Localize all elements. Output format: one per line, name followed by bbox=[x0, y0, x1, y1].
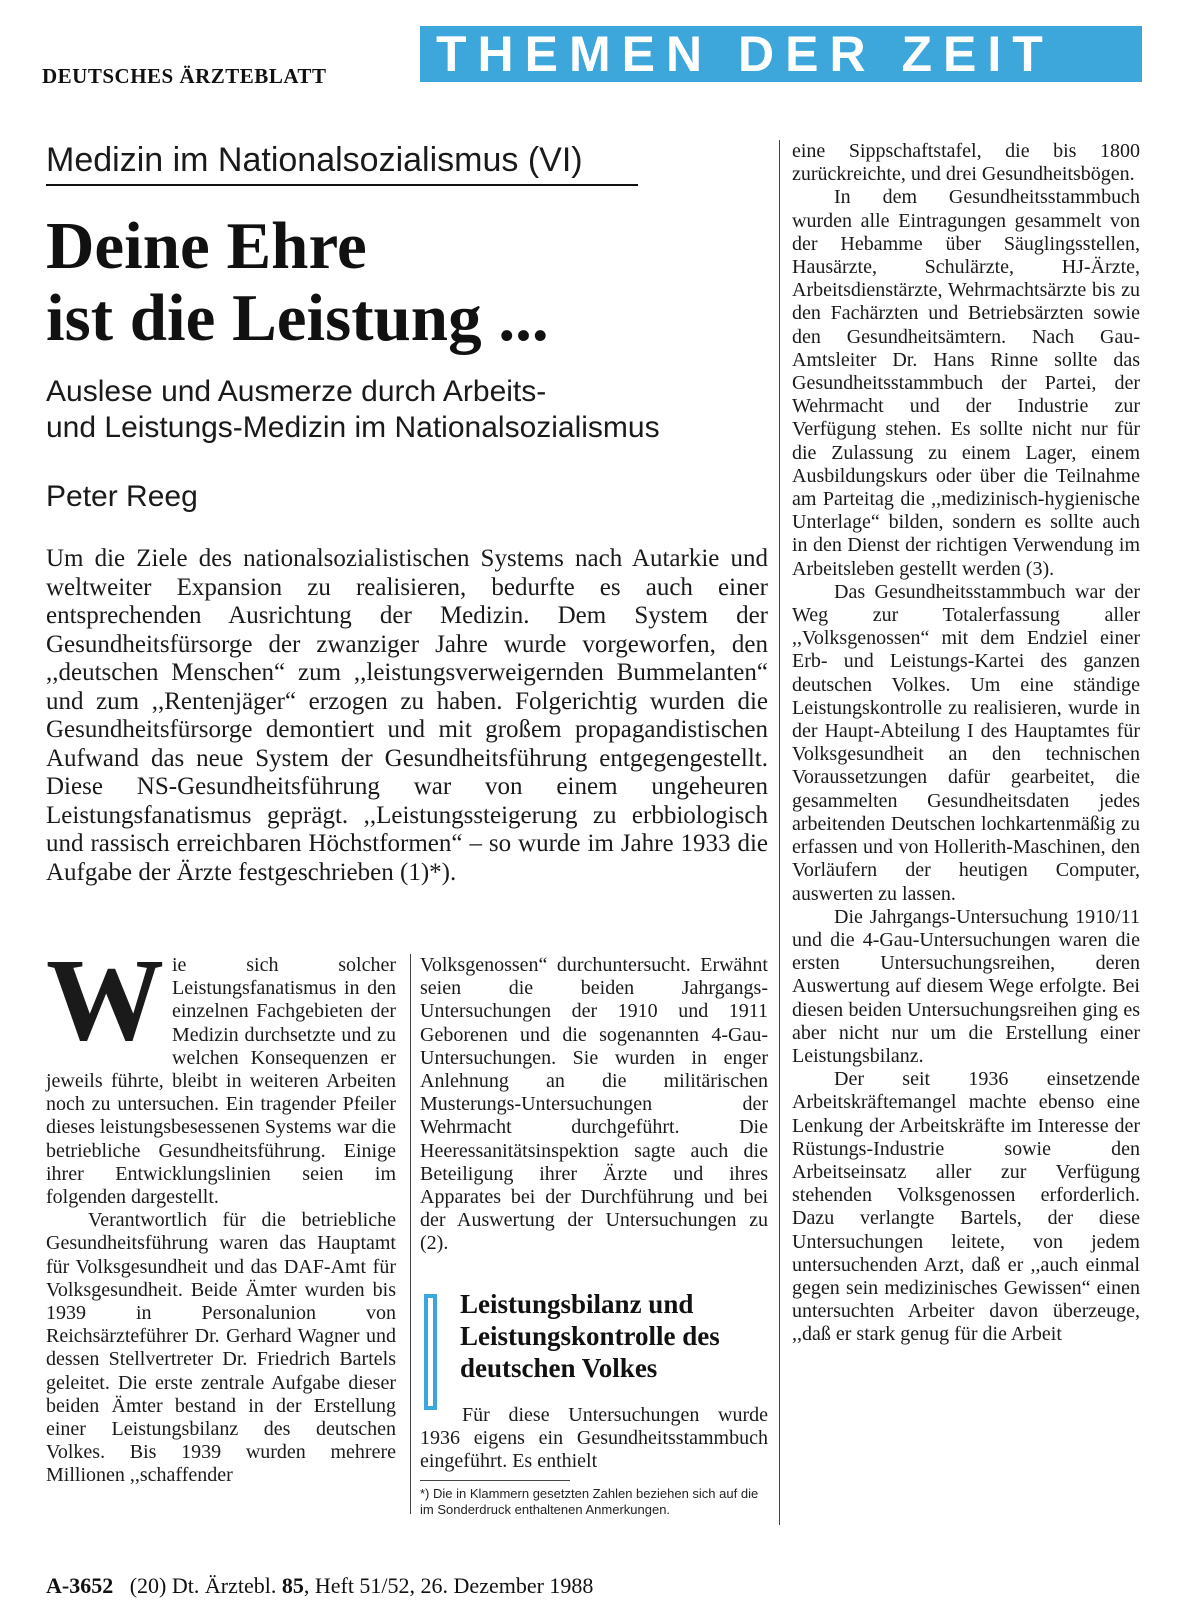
title-line-1: Deine Ehre bbox=[46, 209, 367, 283]
column-2-paragraph-1: Volksgenossen“ durchuntersucht. Erwähnt seien die beiden Jahrgangs-Untersuchungen der 1910 und 1911 Geborenen und die sogenannten 4-Gau-Untersuchungen. Sie wurden in enger Anlehnung an die militärischen Musterungs-Untersuchungen der Wehrmacht durchgeführt. Die Heeressanitätsinspektion sagte auch die Beteiligung ihrer Ärzte und ihres Apparates bei der Durchführung und bei der Auswertung der Untersuchungen zu (2). bbox=[420, 954, 768, 1255]
issue-prefix: (20) Dt. Ärztebl. bbox=[129, 1573, 277, 1598]
column-3-paragraph-2: In dem Gesundheitsstammbuch wurden alle Eintragungen gesammelt von der Hebamme über Säuglingsstellen, Hausärzte, Schulärzte, HJ-Ärzte, Arbeitsdienstärzte, Wehrmachtsärzte bis zu den Fachärzten und Betriebsärzten sowie den Gesundheitsämtern. Nach Gau-Amtsleiter Dr. Hans Rinne sollte das Gesundheitsstammbuch der Partei, der Wehrmacht und der Industrie zur Verfügung stehen. Es sollte nicht nur für die Zulassung zu einem Lager, einem Ausbildungskurs oder über die Teilnahme am Parteitag die ,,medizinisch-hygienische Unterlage“ bilden, sondern es sollte auch in den Dienst der richtigen Verwendung im Arbeitsleben gestellt werden (3). bbox=[792, 186, 1140, 580]
section-banner: THEMEN DER ZEIT bbox=[420, 26, 1142, 82]
series-underline bbox=[46, 184, 638, 186]
column-divider-right bbox=[779, 140, 780, 1525]
series-title: Medizin im Nationalsozialismus (VI) bbox=[46, 141, 583, 179]
lead-paragraph: Um die Ziele des nationalsozialistischen Systems nach Autarkie und weltweiter Expansion zu realisieren, bedurfte es auch einer entsprechenden Ausrichtung der Medizin. Dem System der Gesundheitsfürsorge der zwanziger Jahre wurde vorgeworfen, den ,,deutschen Menschen“ zum ,,leistungsverweigernden Bummelanten“ und zum ,,Rentenjäger“ erzogen zu haben. Folgerichtig wurden die Gesundheitsfürsorge demontiert und mit großem propagandistischen Aufwand das neue System der Gesundheitsführung entgegengestellt. Diese NS-Gesundheitsführung war von einem ungeheuren Leistungsfanatismus geprägt. ,,Leistungssteigerung zu erbbiologisch und rassisch erreichbaren Höchstformen“ – so wurde im Jahre 1933 die Aufgabe der Ärzte festgeschrieben (1)*). bbox=[46, 545, 768, 886]
author-name: Peter Reeg bbox=[46, 480, 198, 513]
subhead-marker bbox=[424, 1294, 437, 1410]
column-3-paragraph-3: Das Gesundheitsstammbuch war der Weg zur Totalerfassung aller ,,Volksgenossen“ mit dem Endziel einer Erb- und Leistungs-Kartei des ganzen deutschen Volkes. Um eine ständige Leistungskontrolle zu realisieren, wurde in der Haupt-Abteilung I des Hauptamtes für Volksgesundheit an den technischen Voraussetzungen dafür gearbeitet, die gesammelten Gesundheitsdaten jedes arbeitenden Deutschen lochkartenmäßig zu erfassen und von Hollerith-Maschinen, den Vorläufern der heutigen Computer, auswerten zu lassen. bbox=[792, 580, 1140, 905]
column-1 bbox=[46, 934, 396, 1488]
column-3-paragraph-4: Die Jahrgangs-Untersuchung 1910/11 und die 4-Gau-Untersuchungen waren die ersten Untersuchungsreihen, deren Auswertung auf diesem Wege erfolgte. Bei diesen beiden Untersuchungsreihen ging es aber nicht nur um die Erstellung einer Leistungsbilanz. bbox=[792, 905, 1140, 1067]
subtitle-line-2: und Leistungs-Medizin im Nationalsozialismus bbox=[46, 411, 660, 444]
footnote: *) Die in Klammern gesetzten Zahlen beziehen sich auf die im Sonderdruck enthaltenen Anmerkungen. bbox=[420, 1486, 759, 1517]
footnote-rule bbox=[420, 1480, 570, 1481]
column-2-continued bbox=[420, 1404, 768, 1474]
column-3-paragraph-5: Der seit 1936 einsetzende Arbeitskräftemangel machte ebenso eine Lenkung der Arbeitskräfte im Interesse der Rüstungs-Industrie sowie den Arbeitseinsatz aller zur Verfügung stehenden Volksgenossen erforderlich. Dazu verlangte Bartels, der diese Untersuchungen leitete, von jedem untersuchenden Arzt, daß er ,,auch einmal gegen sein medizinisches Gewissen“ einen untersuchten Arbeiter davon überzeuge, ,,daß er stark genug für die Arbeit bbox=[792, 1068, 1140, 1346]
column-2-paragraph-2: Für diese Untersuchungen wurde 1936 eigens ein Gesundheitsstammbuch eingeführt. Es enthielt bbox=[420, 1404, 768, 1473]
column-3 bbox=[792, 140, 1140, 1347]
column-divider bbox=[410, 954, 411, 1514]
subtitle-line-1: Auslese und Ausmerze durch Arbeits- bbox=[46, 375, 547, 408]
column-1-paragraph-1-text: ie sich solcher Leistungsfanatismus in den einzelnen Fachgebieten der Medizin durchsetzte und zu welchen Konsequenzen er jeweils führte, bleibt in weiteren Arbeiten noch zu untersuchen. Ein tragender Pfeiler dieses leistungsbesessenen Systems war die betriebliche Gesundheitsführung. Einige ihrer Entwicklungslinien seien im folgenden dargestellt. bbox=[46, 954, 396, 1209]
page-footer bbox=[46, 1573, 593, 1599]
column-3-paragraph-1: eine Sippschaftstafel, die bis 1800 zurückreichte, und drei Gesundheitsbögen. bbox=[792, 140, 1140, 186]
journal-name: DEUTSCHES ÄRZTEBLATT bbox=[42, 64, 327, 88]
volume-number: 85 bbox=[281, 1573, 304, 1598]
article-subtitle bbox=[46, 374, 660, 446]
column-1-paragraph-1 bbox=[46, 934, 396, 1209]
title-line-2: ist die Leistung ... bbox=[46, 281, 549, 355]
subheading: Leistungsbilanz und Leistungskontrolle des deutschen Volkes bbox=[460, 1289, 720, 1383]
article-title bbox=[46, 210, 549, 354]
page-number: A-3652 bbox=[46, 1573, 114, 1598]
column-2 bbox=[420, 954, 768, 1256]
issue-suffix: , Heft 51/52, 26. Dezember 1988 bbox=[303, 1573, 594, 1598]
column-1-paragraph-2: Verantwortlich für die betriebliche Gesundheitsführung waren das Hauptamt für Volksgesundheit und das DAF-Amt für Volksgesundheit. Beide Ämter wurden bis 1939 in Personalunion von Reichsärzteführer Dr. Gerhard Wagner und dessen Stellvertreter Dr. Friedrich Bartels geleitet. Die erste zentrale Aufgabe dieser beiden Ämter bestand in der Erstellung einer Leistungsbilanz des deutschen Volkes. Bis 1939 wurden mehrere Millionen ,,schaffender bbox=[46, 1209, 396, 1487]
drop-cap: W bbox=[46, 934, 164, 1065]
